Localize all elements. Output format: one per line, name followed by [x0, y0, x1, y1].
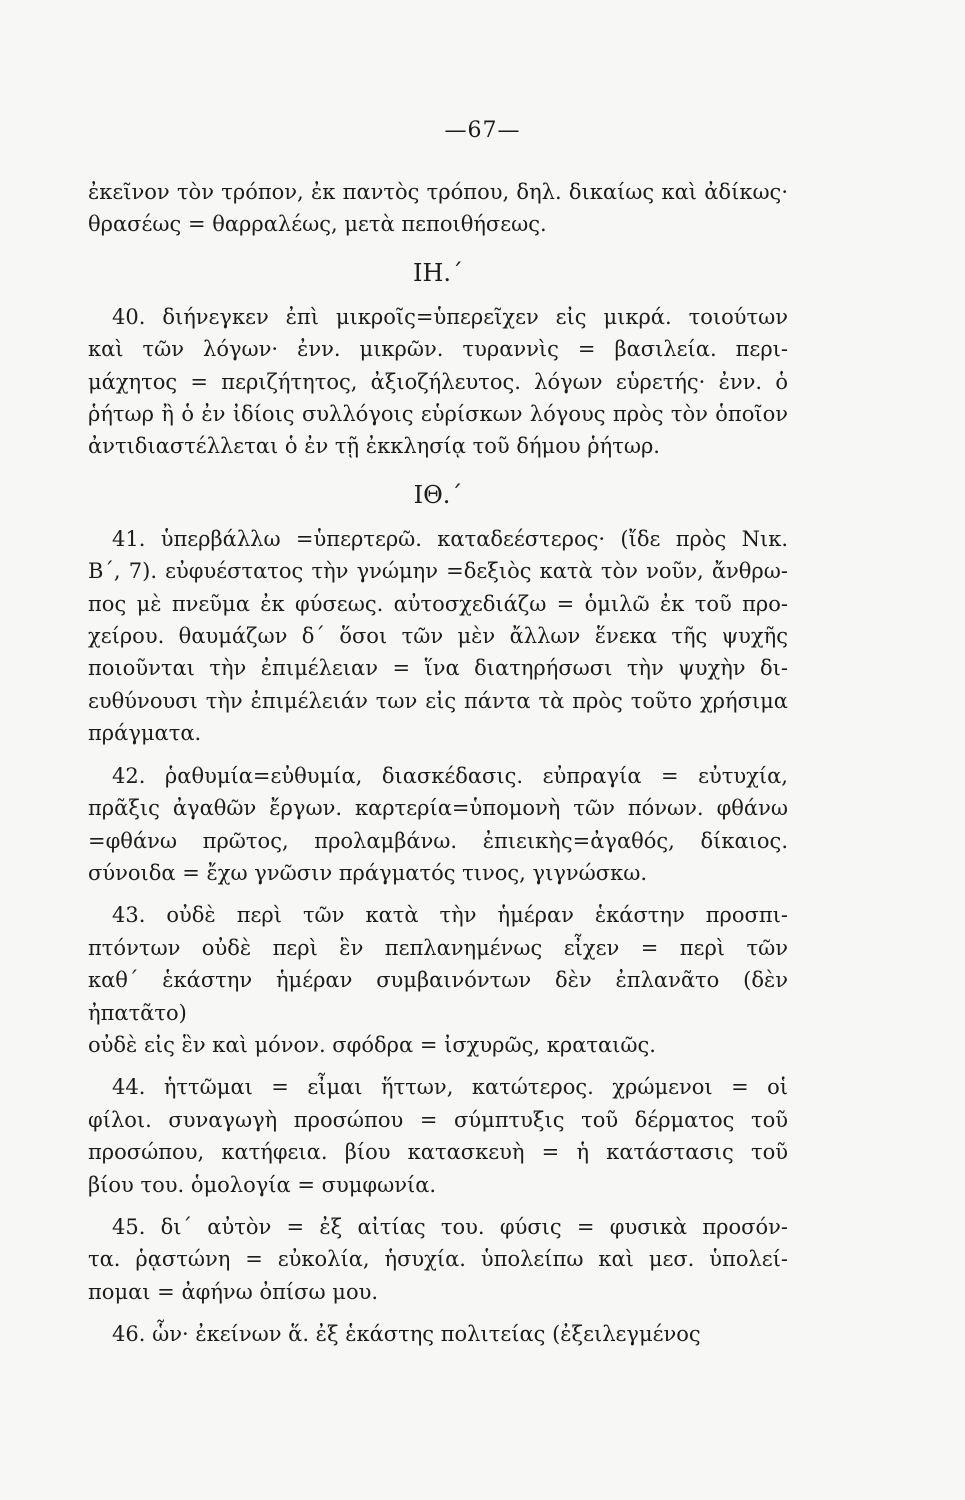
entry-44-line-1: 44. ἡττῶμαι = εἶμαι ἥττων, κατώτερος. χρώμενοι = οἱ: [112, 1075, 788, 1100]
entry-42-line-3: =φθάνω πρῶτος, προλαμβάνω. ἐπιεικὴς=ἀγαθός, δίκαιος.: [88, 828, 788, 853]
entry-41-line-1: 41. ὑπερβάλλω =ὑπερτερῶ. καταδεέστερος· (ἴδε πρὸς Νικ.: [112, 526, 788, 551]
continuation-line-1: ἐκεῖνον τὸν τρόπον, ἐκ παντὸς τρόπου, δηλ. δικαίως καὶ ἀδίκως·: [88, 180, 788, 204]
entry-44-line-3: προσώπου, κατήφεια. βίου κατασκευὴ = ἡ κατάστασις τοῦ: [88, 1140, 788, 1165]
entry-45-line-3: πομαι = ἀφήνω ὀπίσω μου.: [88, 1279, 379, 1304]
entry-43-line-1: 43. οὐδὲ περὶ τῶν κατὰ τὴν ἡμέραν ἑκάστην προσπι-: [112, 903, 788, 928]
section-heading-ih: ΙΗ.΄: [412, 258, 464, 287]
entry-40-line-4: ῥήτωρ ἢ ὁ ἐν ἰδίοις συλλόγοις εὑρίσκων λόγους πρὸς τὸν ὁποῖον: [88, 402, 788, 427]
entry-43-line-4: οὐδὲ εἰς ἓν καὶ μόνον. σφόδρα = ἰσχυρῶς, κραταιῶς.: [88, 1032, 656, 1057]
entry-42-line-2: πρᾶξις ἀγαθῶν ἔργων. καρτερία=ὑπομονὴ τῶν πόνων. φθάνω: [88, 796, 788, 821]
entry-43-line-2: πτόντων οὐδὲ περὶ ἓν πεπλανημένως εἶχεν = περὶ τῶν: [88, 935, 788, 960]
entry-40-line-3: μάχητος = περιζήτητος, ἀξιοζήλευτος. λόγων εὑρετής· ἐνν. ὁ: [88, 369, 788, 394]
entry-41-line-6: ευθύνουσι τὴν ἐπιμέλειάν των εἰς πάντα τὰ πρὸς τοῦτο χρήσιμα: [88, 688, 788, 713]
entry-45-line-2: τα. ῥᾳστώνη = εὐκολία, ἡσυχία. ὑπολείπω καὶ μεσ. ὑπολεί-: [88, 1247, 788, 1272]
entry-41-line-5: ποιοῦνται τὴν ἐπιμέλειαν = ἵνα διατηρήσωσι τὴν ψυχὴν δι-: [88, 656, 788, 681]
entry-40-line-1: 40. διήνεγκεν ἐπὶ μικροῖς=ὑπερεῖχεν εἰς μικρά. τοιούτων: [112, 304, 788, 329]
entry-40-line-2: καὶ τῶν λόγων· ἐνν. μικρῶν. τυραννὶς = βασιλεία. περι-: [88, 337, 788, 362]
continuation-line-2: θρασέως = θαρραλέως, μετὰ πεποιθήσεως.: [88, 212, 547, 237]
entry-45-line-1: 45. δι΄ αὐτὸν = ἐξ αἰτίας του. φύσις = φυσικὰ προσόν-: [112, 1214, 788, 1239]
entry-42-line-4: σύνοιδα = ἔχω γνῶσιν πράγματός τινος, γιγνώσκω.: [88, 860, 648, 885]
entry-41-line-4: χείρου. θαυμάζων δ΄ ὅσοι τῶν μὲν ἄλλων ἕνεκα τῆς ψυχῆς: [88, 624, 788, 649]
text-body: [88, 176, 788, 1351]
entry-41-line-2: Β΄, 7). εὐφυέστατος τὴν γνώμην =δεξιὸς κατὰ τὸν νοῦν, ἄνθρω-: [88, 559, 788, 584]
entry-43-line-3: καθ΄ ἑκάστην ἡμέραν συμβαινόντων δὲν ἐπλανᾶτο (δὲν ἠπατᾶτο): [88, 968, 788, 1025]
entry-44-line-4: βίου του. ὁμολογία = συμφωνία.: [88, 1172, 437, 1197]
entry-41-line-7: πράγματα.: [88, 721, 202, 746]
entry-41-line-3: πος μὲ πνεῦμα ἐκ φύσεως. αὐτοσχεδιάζω = ὁμιλῶ ἐκ τοῦ προ-: [88, 591, 788, 616]
entry-44-line-2: φίλοι. συναγωγὴ προσώπου = σύμπτυξις τοῦ δέρματος τοῦ: [88, 1107, 788, 1132]
section-heading-ith: ΙΘ.΄: [413, 480, 463, 509]
entry-40-line-5: ἀντιδιαστέλλεται ὁ ἐν τῇ ἐκκλησίᾳ τοῦ δήμου ῥήτωρ.: [88, 434, 660, 459]
entry-46-line-1: 46. ὧν· ἐκείνων ἅ. ἐξ ἑκάστης πολιτείας (ἐξειλεγμένος: [112, 1322, 701, 1347]
entry-42-line-1: 42. ῥαθυμία=εὐθυμία, διασκέδασις. εὐπραγία = εὐτυχία,: [112, 763, 788, 788]
page-number: —67—: [444, 118, 521, 143]
